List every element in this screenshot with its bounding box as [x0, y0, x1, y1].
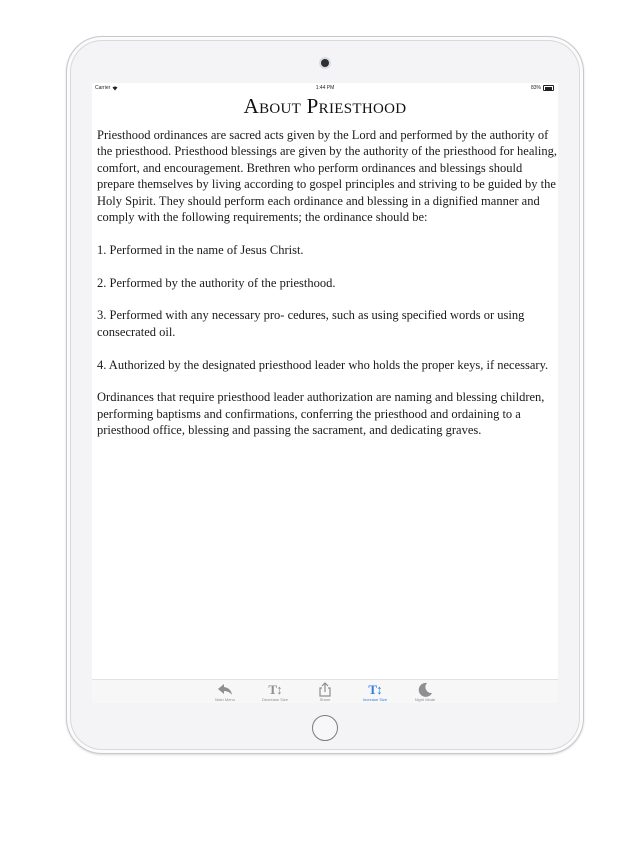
decrease-size-button[interactable] [250, 682, 300, 702]
page-title: About Priesthood [243, 94, 407, 118]
list-item-4: 4. Authorized by the designated priesthood leader who holds the proper keys, if necessary. [97, 357, 549, 372]
carrier-label: Carrier [95, 85, 111, 91]
home-button[interactable] [312, 715, 338, 741]
article-body [97, 127, 557, 455]
ipad-frame [66, 36, 584, 754]
share-button[interactable] [300, 682, 350, 702]
night-mode-button[interactable] [400, 682, 450, 702]
share-icon [317, 682, 333, 697]
battery-percent: 83% [530, 85, 541, 91]
text-size-icon: T↕ [268, 682, 282, 697]
increase-size-label: Increase Size [362, 697, 388, 702]
battery-indicator [531, 85, 554, 91]
tab-bar [92, 679, 558, 703]
reply-icon [217, 682, 233, 697]
main-menu-label: Main Menu [215, 697, 235, 702]
list-item-2: 2. Performed by the authority of the priesthood. [97, 275, 336, 290]
decrease-size-label: Decrease Size [261, 697, 288, 702]
screen [92, 83, 558, 703]
share-label: Share [319, 697, 331, 702]
battery-icon [543, 85, 554, 91]
night-mode-label: Night Mode [414, 697, 436, 702]
paragraph-intro: Priesthood ordinances are sacred acts given by the Lord and performed by the authority of the priesthood. Priesthood blessings are given by the authority of the priesthood for healing, comfort, and encouragement. Brethren who perform ordinances and blessings should prepare themselves by living according to gospel principles and striving to be guided by the Holy Spirit. They should perform each ordinance and blessing in a dignified manner and comply with the following requirements; the ordinance should be: [97, 128, 557, 225]
paragraph-ordinances: Ordinances that require priesthood leader authorization are naming and blessing children, performing baptisms and confirmations, conferring the priesthood and ordaining to a priesthood office, blessing and passing the sacrament, and dedicating graves. [97, 390, 545, 438]
camera [321, 59, 329, 67]
status-bar [92, 83, 558, 93]
list-item-1: 1. Performed in the name of Jesus Christ. [97, 242, 304, 257]
increase-size-button[interactable] [350, 682, 400, 702]
list-item-3: 3. Performed with any necessary pro- cedures, such as using specified words or using consecrated oil. [97, 308, 525, 339]
main-menu-button[interactable] [200, 682, 250, 702]
clock: 1:44 PM [315, 85, 335, 91]
moon-icon [417, 682, 433, 697]
text-size-icon: T↕ [368, 682, 382, 697]
